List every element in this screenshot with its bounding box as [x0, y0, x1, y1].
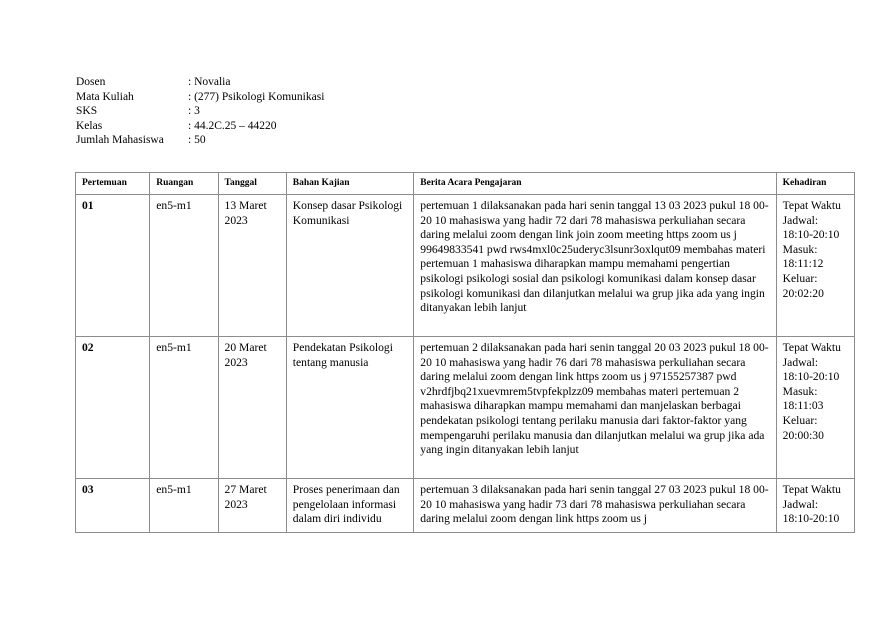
cell-topic: Proses penerimaan dan pengelolaan informasi dalam diri individu — [286, 479, 413, 533]
cell-date: 20 Maret 2023 — [218, 337, 286, 479]
cell-date: 27 Maret 2023 — [218, 479, 286, 533]
column-header-pertemuan: Pertemuan — [76, 173, 150, 195]
info-value: : Novalia — [188, 76, 231, 88]
attendance-in-value: 18:11:12 — [782, 257, 824, 271]
attendance-schedule-value: 18:10-20:10 — [782, 370, 840, 384]
table-header-row — [76, 173, 855, 195]
attendance-in-label: Masuk: — [782, 242, 818, 256]
info-value: : 3 — [188, 105, 200, 118]
info-row-sks — [76, 104, 324, 119]
attendance-schedule-value: 18:10-20:10 — [782, 228, 840, 242]
cell-topic: Konsep dasar Psikologi Komunikasi — [286, 195, 413, 337]
info-value: : 44.2C.25 – 44220 — [188, 119, 277, 132]
column-header-berita-acara: Berita Acara Pengajaran — [414, 173, 776, 195]
cell-attendance — [776, 195, 854, 337]
info-label: Mata Kuliah — [76, 90, 134, 103]
attendance-out-label: Keluar: — [782, 413, 818, 427]
cell-room: en5-m1 — [150, 337, 218, 479]
cell-report: pertemuan 2 dilaksanakan pada hari senin tanggal 20 03 2023 pukul 18 00-20 10 mahasiswa yang hadir 76 dari 78 mahasiswa perkuliahan secara daring melalui zoom dengan link https zoom us j 97155257387 pwd v2hrdfjbq21xuevmrem5tvpfekplzz09 membahas materi pertemuan 2 mahasiswa diharapkan mampu memahami dan manjelaskan berbagai pendekatan psikologi tentang perilaku manusia dari faktor-faktor yang mempengaruhi perilaku manusia dan dilanjutkan melalui wa grup jika ada yang ingin ditanyakan lebih lanjut — [414, 337, 776, 479]
info-label: Jumlah Mahasiswa — [76, 134, 164, 147]
column-header-ruangan: Ruangan — [150, 173, 218, 195]
attendance-schedule-label: Jadwal: — [782, 355, 819, 369]
meeting-table — [75, 172, 855, 533]
table-row — [76, 195, 855, 337]
info-row-mata-kuliah — [76, 90, 324, 105]
info-value: : (277) Psikologi Komunikasi — [188, 90, 325, 103]
cell-date: 13 Maret 2023 — [218, 195, 286, 337]
cell-meeting-number: 01 — [76, 195, 150, 337]
attendance-in-label: Masuk: — [782, 384, 818, 398]
attendance-out-label: Keluar: — [782, 271, 818, 285]
table-row — [76, 479, 855, 533]
cell-room: en5-m1 — [150, 195, 218, 337]
column-header-kehadiran: Kehadiran — [776, 173, 854, 195]
attendance-schedule-label: Jadwal: — [782, 497, 819, 511]
cell-report: pertemuan 1 dilaksanakan pada hari senin tanggal 13 03 2023 pukul 18 00-20 10 mahasiswa yang hadir 72 dari 78 mahasiswa perkuliahan secara daring melalui zoom dengan link join zoom meeting https zoom us j 99649833541 pwd rws4mxl0c25uderyc3lsunr3oxlqut09 membahas materi pertemuan 1 mahasiswa diharapkan mampu memahami pengertian psikologi psikologi sosial dan psikologi komunikasi dalam konsep dasar psikologi komunikasi dan dilanjutkan melalui wa grup jika ada yang ingin ditanyakan lebih lanjut — [414, 195, 776, 337]
cell-attendance — [776, 479, 854, 533]
info-value: : 50 — [188, 134, 206, 147]
info-label: SKS — [76, 105, 98, 118]
info-label: Kelas — [76, 119, 103, 132]
cell-room: en5-m1 — [150, 479, 218, 533]
column-header-bahan-kajian: Bahan Kajian — [286, 173, 413, 195]
attendance-status: Tepat Waktu — [782, 341, 841, 354]
attendance-schedule-value: 18:10-20:10 — [782, 512, 840, 526]
cell-meeting-number: 02 — [76, 337, 150, 479]
attendance-schedule-label: Jadwal: — [782, 213, 819, 227]
info-row-jumlah-mahasiswa — [76, 133, 324, 148]
attendance-out-value: 20:00:30 — [782, 428, 824, 442]
cell-meeting-number: 03 — [76, 479, 150, 533]
cell-report: pertemuan 3 dilaksanakan pada hari senin tanggal 27 03 2023 pukul 18 00-20 10 mahasiswa yang hadir 73 dari 78 mahasiswa perkuliahan secara daring melalui zoom dengan link https zoom us j — [414, 479, 776, 533]
attendance-in-value: 18:11:03 — [782, 399, 824, 413]
attendance-out-value: 20:02:20 — [782, 286, 824, 300]
cell-topic: Pendekatan Psikologi tentang manusia — [286, 337, 413, 479]
column-header-tanggal: Tanggal — [218, 173, 286, 195]
course-info — [76, 75, 324, 148]
table-row — [76, 337, 855, 479]
info-row-kelas — [76, 119, 324, 134]
info-row-dosen — [76, 75, 324, 90]
attendance-status: Tepat Waktu — [782, 199, 841, 212]
info-label: Dosen — [76, 76, 106, 88]
attendance-status: Tepat Waktu — [782, 483, 841, 496]
cell-attendance — [776, 337, 854, 479]
